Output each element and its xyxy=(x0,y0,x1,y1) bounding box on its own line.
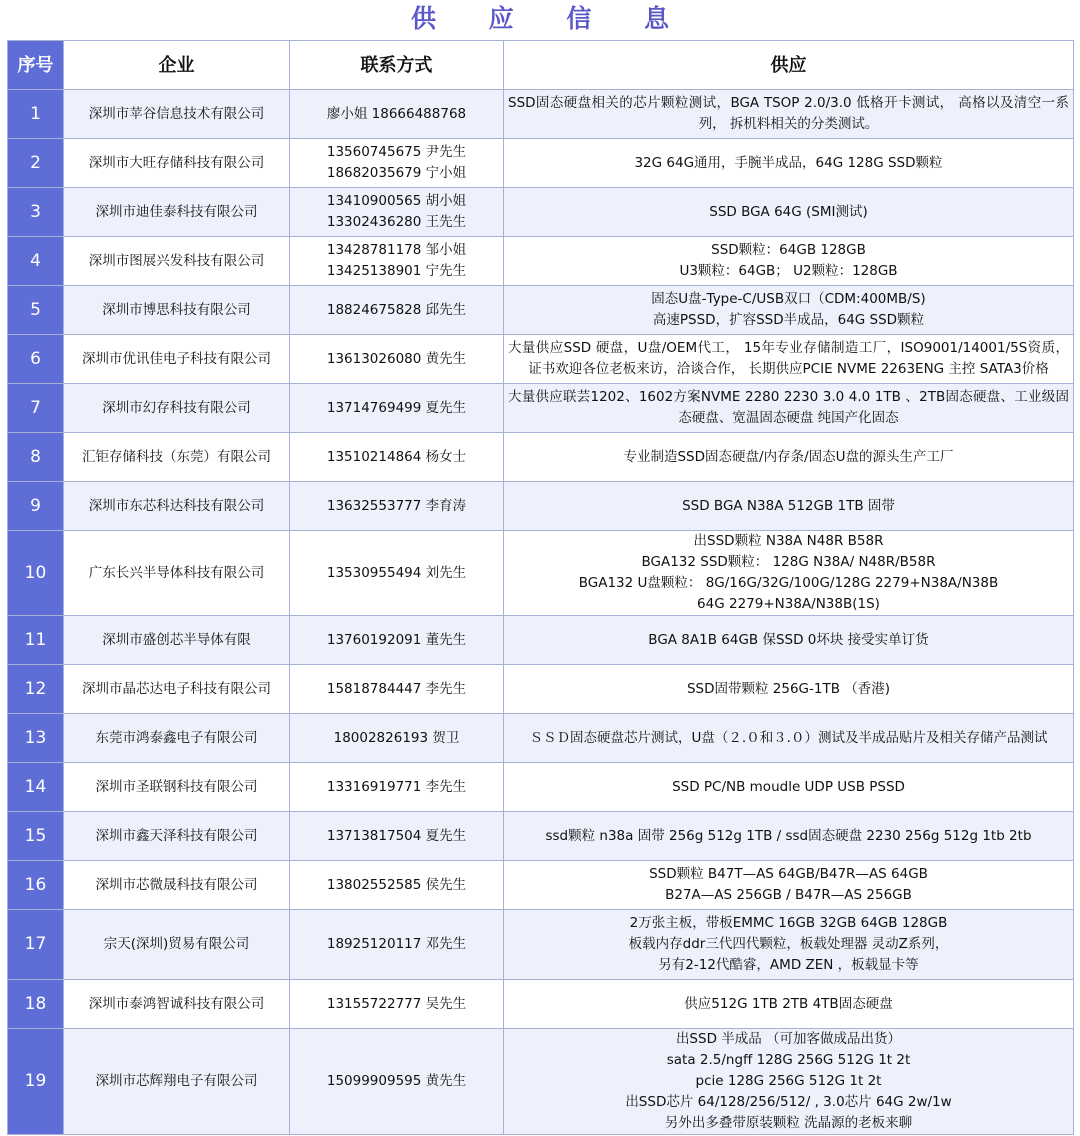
supply-cell xyxy=(504,910,1074,980)
supply-line: B27A—AS 256GB / B47R—AS 256GB xyxy=(665,887,912,903)
table-row xyxy=(8,714,1074,763)
company-name: 深圳市盛创芯半导体有限 xyxy=(64,616,290,665)
contact-cell xyxy=(290,335,504,384)
row-index: 6 xyxy=(8,335,64,384)
supply-line: 供应512G 1TB 2TB 4TB固态硬盘 xyxy=(684,995,893,1012)
supply-line: sata 2.5/ngff 128G 256G 512G 1t 2t xyxy=(666,1052,911,1068)
supply-cell xyxy=(504,714,1074,763)
contact-line: 13713817504 夏先生 xyxy=(326,827,467,844)
supply-line: 另外出多叠带原装颗粒 洗晶源的老板来聊 xyxy=(664,1115,913,1131)
header-index: 序号 xyxy=(8,41,64,90)
contact-line: 15099909595 黄先生 xyxy=(326,1073,467,1089)
company-name: 宗天(深圳)贸易有限公司 xyxy=(64,910,290,980)
supply-cell xyxy=(504,433,1074,482)
company-name: 深圳市大旺存储科技有限公司 xyxy=(64,139,290,188)
supply-cell xyxy=(504,665,1074,714)
supply-line: 出SSD 半成品 （可加客做成品出货） xyxy=(675,1031,902,1047)
table-row xyxy=(8,910,1074,980)
supply-cell xyxy=(504,482,1074,531)
contact-line: 18002826193 贺卫 xyxy=(333,729,460,746)
supply-line: 专业制造SSD固态硬盘/内存条/固态U盘的源头生产工厂 xyxy=(623,448,954,465)
contact-line: 13410900565 胡小姐 xyxy=(326,193,467,209)
contact-line: 18824675828 邱先生 xyxy=(326,301,467,318)
supply-cell xyxy=(504,531,1074,616)
supply-line: ssd颗粒 n38a 固带 256g 512g 1TB / ssd固态硬盘 2230 256g 512g 1tb 2tb xyxy=(545,827,1032,844)
row-index: 12 xyxy=(8,665,64,714)
supply-line: 大量供应联芸1202、1602方案NVME 2280 2230 3.0 4.0 1TB 、2TB固态硬盘、工业级固态硬盘、宽温固态硬盘 纯国产化固态 xyxy=(508,389,1069,426)
supply-cell xyxy=(504,616,1074,665)
contact-cell xyxy=(290,237,504,286)
contact-cell xyxy=(290,286,504,335)
row-index: 17 xyxy=(8,910,64,980)
supply-line: 高速PSSD，扩容SSD半成品，64G SSD颗粒 xyxy=(652,312,925,328)
table-row xyxy=(8,980,1074,1029)
company-name: 深圳市鑫天泽科技有限公司 xyxy=(64,812,290,861)
contact-cell xyxy=(290,763,504,812)
company-name: 深圳市芯辉翔电子有限公司 xyxy=(64,1029,290,1135)
contact-cell xyxy=(290,139,504,188)
contact-line: 13714769499 夏先生 xyxy=(326,399,467,416)
supply-line: BGA132 SSD颗粒： 128G N38A/ N48R/B58R xyxy=(641,554,936,570)
contact-cell xyxy=(290,433,504,482)
supply-cell xyxy=(504,980,1074,1029)
contact-line: 13760192091 董先生 xyxy=(326,631,467,648)
supply-line: SSD颗粒：64GB 128GB xyxy=(711,242,866,258)
row-index: 4 xyxy=(8,237,64,286)
contact-line: 18682035679 宁小姐 xyxy=(326,165,467,181)
supply-line: SSD固态硬盘相关的芯片颗粒测试，BGA TSOP 2.0/3.0 低格开卡测试， 高格以及清空一系列， 拆机料相关的分类测试。 xyxy=(508,95,1069,132)
row-index: 15 xyxy=(8,812,64,861)
page-title: 供 应 信 息 xyxy=(410,4,692,33)
row-index: 16 xyxy=(8,861,64,910)
row-index: 11 xyxy=(8,616,64,665)
table-row xyxy=(8,188,1074,237)
table-row xyxy=(8,286,1074,335)
supply-line: 大量供应SSD 硬盘，U盘/OEM代工， 15年专业存储制造工厂，ISO9001/14001/5S资质，证书欢迎各位老板来访，洽谈合作， 长期供应PCIE NVME 2263ENG 主控 SATA3价格 xyxy=(508,340,1069,377)
contact-line: 13613026080 黄先生 xyxy=(326,350,467,367)
table-row xyxy=(8,335,1074,384)
row-index: 14 xyxy=(8,763,64,812)
table-row xyxy=(8,433,1074,482)
supply-cell xyxy=(504,286,1074,335)
supply-cell xyxy=(504,384,1074,433)
row-index: 8 xyxy=(8,433,64,482)
contact-cell xyxy=(290,90,504,139)
supply-table xyxy=(7,40,1074,1135)
contact-line: 廖小姐 18666488768 xyxy=(326,105,467,122)
supply-line: 32G 64G通用，手腕半成品，64G 128G SSD颗粒 xyxy=(634,154,943,171)
table-row xyxy=(8,616,1074,665)
contact-cell xyxy=(290,384,504,433)
row-index: 10 xyxy=(8,531,64,616)
contact-cell xyxy=(290,1029,504,1135)
contact-cell xyxy=(290,861,504,910)
table-row xyxy=(8,384,1074,433)
contact-line: 13316919771 李先生 xyxy=(326,778,467,795)
supply-line: 另有2-12代酷睿，AMD ZEN ，板载显卡等 xyxy=(658,957,919,973)
contact-line: 13632553777 李育涛 xyxy=(326,497,467,514)
company-name: 深圳市迪佳泰科技有限公司 xyxy=(64,188,290,237)
supply-line: 64G 2279+N38A/N38B(1S) xyxy=(697,596,880,612)
row-index: 1 xyxy=(8,90,64,139)
table-row xyxy=(8,665,1074,714)
row-index: 2 xyxy=(8,139,64,188)
contact-cell xyxy=(290,812,504,861)
company-name: 东莞市鸿泰鑫电子有限公司 xyxy=(64,714,290,763)
supply-cell xyxy=(504,237,1074,286)
supply-cell xyxy=(504,335,1074,384)
company-name: 深圳市幻存科技有限公司 xyxy=(64,384,290,433)
supply-line: SSD PC/NB moudle UDP USB PSSD xyxy=(672,778,905,795)
contact-cell xyxy=(290,188,504,237)
supply-line: SSD BGA N38A 512GB 1TB 固带 xyxy=(682,497,895,514)
row-index: 5 xyxy=(8,286,64,335)
contact-line: 13302436280 王先生 xyxy=(326,214,467,230)
contact-cell xyxy=(290,616,504,665)
company-name: 深圳市优讯佳电子科技有限公司 xyxy=(64,335,290,384)
table-row xyxy=(8,139,1074,188)
supply-line: pcie 128G 256G 512G 1t 2t xyxy=(695,1073,882,1089)
header-supply: 供应 xyxy=(504,41,1074,90)
row-index: 3 xyxy=(8,188,64,237)
contact-line: 15818784447 李先生 xyxy=(326,680,467,697)
contact-cell xyxy=(290,531,504,616)
row-index: 18 xyxy=(8,980,64,1029)
contact-line: 13425138901 宁先生 xyxy=(326,263,467,279)
supply-cell xyxy=(504,90,1074,139)
supply-line: SSD固带颗粒 256G-1TB （香港) xyxy=(686,680,891,697)
contact-cell xyxy=(290,910,504,980)
table-row xyxy=(8,861,1074,910)
company-name: 深圳市东芯科达科技有限公司 xyxy=(64,482,290,531)
company-name: 汇钜存储科技（东莞）有限公司 xyxy=(64,433,290,482)
table-row xyxy=(8,482,1074,531)
supply-cell xyxy=(504,861,1074,910)
supply-line: 出SSD颗粒 N38A N48R B58R xyxy=(693,533,884,549)
contact-line: 18925120117 邓先生 xyxy=(326,936,467,952)
company-name: 深圳市博思科技有限公司 xyxy=(64,286,290,335)
company-name: 深圳市苹谷信息技术有限公司 xyxy=(64,90,290,139)
contact-line: 13510214864 杨女士 xyxy=(326,448,467,465)
contact-line: 13802552585 侯先生 xyxy=(326,876,467,893)
supply-line: 2万张主板，带板EMMC 16GB 32GB 64GB 128GB xyxy=(629,915,948,931)
supply-line: SSD颗粒 B47T—AS 64GB/B47R—AS 64GB xyxy=(649,866,928,882)
table-header-row xyxy=(8,41,1074,90)
header-contact: 联系方式 xyxy=(290,41,504,90)
row-index: 9 xyxy=(8,482,64,531)
supply-line: BGA 8A1B 64GB 保SSD 0坏块 接受实单订货 xyxy=(648,631,929,648)
supply-line: SSD BGA 64G (SMI测试) xyxy=(709,203,868,220)
contact-cell xyxy=(290,714,504,763)
contact-cell xyxy=(290,482,504,531)
table-row xyxy=(8,531,1074,616)
table-row xyxy=(8,237,1074,286)
row-index: 19 xyxy=(8,1029,64,1135)
company-name: 深圳市图展兴发科技有限公司 xyxy=(64,237,290,286)
table-row xyxy=(8,763,1074,812)
company-name: 深圳市晶芯达电子科技有限公司 xyxy=(64,665,290,714)
supply-line: 板载内存ddr三代四代颗粒，板载处理器 灵动Z系列， xyxy=(628,936,949,952)
supply-line: BGA132 U盘颗粒： 8G/16G/32G/100G/128G 2279+N38A/N38B xyxy=(578,575,999,591)
company-name: 广东长兴半导体科技有限公司 xyxy=(64,531,290,616)
supply-line: 固态U盘-Type-C/USB双口（CDM:400MB/S) xyxy=(651,291,926,307)
supply-line: U3颗粒：64GB； U2颗粒：128GB xyxy=(679,263,898,279)
company-name: 深圳市泰鸿智诚科技有限公司 xyxy=(64,980,290,1029)
contact-line: 13428781178 邹小姐 xyxy=(326,242,467,258)
contact-cell xyxy=(290,665,504,714)
row-index: 13 xyxy=(8,714,64,763)
supply-cell xyxy=(504,812,1074,861)
supply-cell xyxy=(504,188,1074,237)
supply-cell xyxy=(504,763,1074,812)
supply-line: ＳＳＤ固态硬盘芯片测试，U盘（２.０和３.０）测试及半成品贴片及相关存储产品测试 xyxy=(529,729,1048,746)
contact-cell xyxy=(290,980,504,1029)
row-index: 7 xyxy=(8,384,64,433)
table-row xyxy=(8,90,1074,139)
company-name: 深圳市芯微晟科技有限公司 xyxy=(64,861,290,910)
supply-line: 出SSD芯片 64/128/256/512/ , 3.0芯片 64G 2w/1w xyxy=(625,1094,952,1110)
contact-line: 13155722777 吴先生 xyxy=(326,995,467,1012)
supply-cell xyxy=(504,139,1074,188)
supply-cell xyxy=(504,1029,1074,1135)
table-row xyxy=(8,1029,1074,1135)
table-row xyxy=(8,812,1074,861)
header-company: 企业 xyxy=(64,41,290,90)
contact-line: 13560745675 尹先生 xyxy=(326,144,467,160)
company-name: 深圳市圣联钢科技有限公司 xyxy=(64,763,290,812)
contact-line: 13530955494 刘先生 xyxy=(326,564,467,581)
